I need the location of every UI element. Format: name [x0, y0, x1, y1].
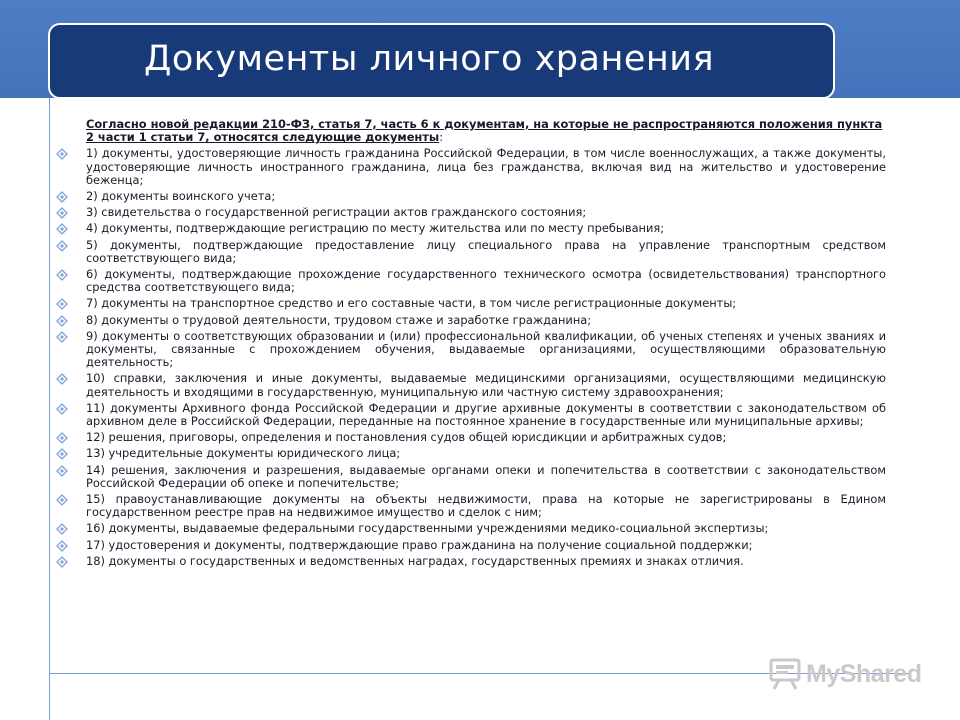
diamond-bullet-icon [56, 448, 68, 460]
list-item [56, 464, 886, 490]
list-item [56, 493, 886, 519]
diamond-bullet-icon [56, 298, 68, 310]
list-item [56, 330, 886, 370]
list-item [56, 522, 886, 535]
list-item [56, 190, 886, 203]
list-item-text: 11) документы Архивного фонда Российской Федерации и другие архивные документы в соответствии с законодательством об архивном деле в Российской Федерации, переданные на постоянное хранение в государственные или муниципальные архивы; [86, 400, 886, 429]
slide-title: Документы личного хранения [144, 39, 715, 79]
diamond-bullet-icon [56, 315, 68, 327]
diamond-bullet-icon [56, 191, 68, 203]
diamond-bullet-icon [56, 465, 68, 477]
list-item [56, 372, 886, 398]
watermark-text: MyShared [806, 659, 922, 688]
list-item-text: 12) решения, приговоры, определения и постановления судов общей юрисдикции и арбитражных судов; [86, 430, 727, 445]
list-item-text: 15) правоустанавливающие документы на объекты недвижимости, права на которые не зарегистрированы в Едином государственном реестре прав на недвижимое имущество и сделок с ним; [86, 492, 886, 520]
left-divider [49, 98, 50, 720]
list-item-text: 8) документы о трудовой деятельности, трудовом стаже и заработке гражданина; [86, 312, 592, 327]
title-box [48, 23, 835, 99]
diamond-bullet-icon [56, 494, 68, 506]
lead-colon: : [439, 130, 444, 145]
lead-paragraph [56, 118, 886, 144]
diamond-bullet-icon [56, 240, 68, 252]
list-item-text: 6) документы, подтверждающие прохождение государственного технического осмотра (освидетельствования) транспортного средства соответствующего вида; [86, 267, 886, 295]
list-item-text: 13) учредительные документы юридического лица; [86, 446, 401, 461]
diamond-bullet-icon [56, 269, 68, 281]
diamond-bullet-icon [56, 403, 68, 415]
list-item-text: 1) документы, удостоверяющие личность гражданина Российской Федерации, в том числе военнослужащих, а также документы, удостоверяющие личность иностранного гражданина, лица без гражданства, включая вид на жительство и удостоверение беженца; [86, 146, 886, 187]
list-item [56, 297, 886, 310]
list-item [56, 431, 886, 444]
list-item [56, 268, 886, 294]
list-item-text: 10) справки, заключения и иные документы, выдаваемые медицинскими организациями, осуществляющими медицинскую деятельность и входящими в государственную, муниципальную или частную систему здравоохранения; [86, 371, 886, 399]
list-item-text: 16) документы, выдаваемые федеральными государственными учреждениями медико-социальной экспертизы; [86, 521, 769, 536]
diamond-bullet-icon [56, 556, 68, 568]
diamond-bullet-icon [56, 373, 68, 385]
diamond-bullet-icon [56, 223, 68, 235]
list-item-text: 18) документы о государственных и ведомственных наградах, государственных премиях и знаках отличия. [86, 553, 744, 568]
diamond-bullet-icon [56, 148, 68, 160]
diamond-bullet-icon [56, 432, 68, 444]
list-item-text: 5) документы, подтверждающие предоставление лицу специального права на управление транспортным средством соответствующего вида; [86, 237, 886, 265]
presentation-board-icon [768, 658, 802, 690]
list-item-text: 3) свидетельства о государственной регистрации актов гражданского состояния; [86, 205, 587, 220]
list-item-text: 9) документы о соответствующих образовании и (или) профессиональной квалификации, об ученых степенях и ученых званиях и документы, связанные с прохождением обучения, выдаваемые организациями, осуществляющими образовательную деятельность; [86, 328, 886, 370]
list-item [56, 447, 886, 460]
list-item [56, 555, 886, 568]
list-item [56, 222, 886, 235]
diamond-bullet-icon [56, 331, 68, 343]
lead-bold-text: Согласно новой редакции 210-ФЗ, статья 7, часть 6 к документам, на которые не распространяются положения пункта 2 части 1 статьи 7, относятся следующие документы [86, 117, 883, 145]
documents-list [56, 147, 886, 568]
diamond-bullet-icon [56, 523, 68, 535]
list-item [56, 402, 886, 428]
list-item [56, 206, 886, 219]
list-item [56, 239, 886, 265]
list-item-text: 17) удостоверения и документы, подтверждающие право гражданина на получение социальной поддержки; [86, 537, 753, 552]
list-item-text: 2) документы воинского учета; [86, 189, 276, 204]
list-item-text: 7) документы на транспортное средство и его составные части, в том числе регистрационные документы; [86, 296, 737, 311]
list-item [56, 147, 886, 187]
diamond-bullet-icon [56, 207, 68, 219]
slide-content [56, 118, 886, 571]
list-item [56, 314, 886, 327]
diamond-bullet-icon [56, 540, 68, 552]
watermark-logo [768, 656, 921, 692]
list-item-text: 14) решения, заключения и разрешения, выдаваемые органами опеки и попечительства в соответствии с законодательством Российской Федерации об опеке и попечительстве; [86, 462, 886, 490]
list-item-text: 4) документы, подтверждающие регистрацию по месту жительства или по месту пребывания; [86, 221, 665, 236]
list-item [56, 539, 886, 552]
